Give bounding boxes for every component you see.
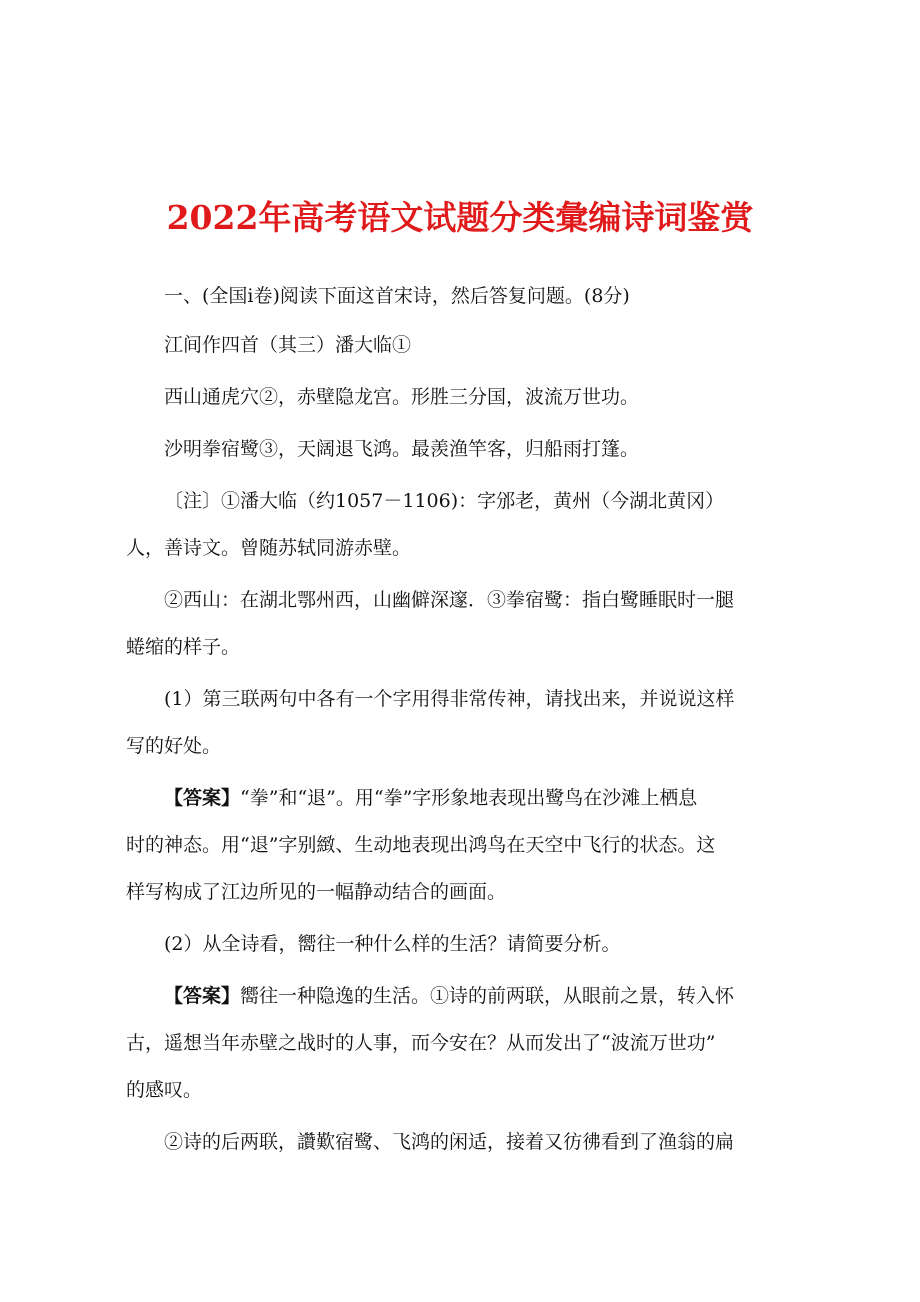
sub-question-1-line-2: 写的好处。 xyxy=(126,735,222,757)
question-1-intro: 一、(全国ⅰ卷)阅读下面这首宋诗，然后答复问题。(8分) xyxy=(164,285,630,307)
answer-label: 【答案】 xyxy=(164,787,241,809)
annotation-line-4: 蜷缩的样子。 xyxy=(126,636,241,658)
answer-1-text: “拳”和“退”。用“拳”字形象地表现出鹭鸟在沙滩上栖息 xyxy=(240,787,698,809)
answer-2-line-4: ②诗的后两联，讚歎宿鹭、飞鸿的闲适，接着又彷彿看到了渔翁的扁 xyxy=(164,1131,735,1153)
answer-2-text: 嚮往一种隐逸的生活。①诗的前两联，从眼前之景，转入怀 xyxy=(240,985,735,1007)
document-title: 2022年高考语文试题分类彙编诗词鉴赏 xyxy=(166,198,754,237)
annotation-line-2: 人，善诗文。曾随苏轼同游赤壁。 xyxy=(126,537,412,559)
sub-question-2: (2）从全诗看，嚮往一种什么样的生活？请简要分析。 xyxy=(164,933,621,955)
annotation-line-1: 〔注〕①潘大临（约1057－1106)：字邠老，黄州（今湖北黄冈） xyxy=(164,490,725,512)
answer-1-line-1 xyxy=(126,786,806,811)
poem-line-1: 西山通虎穴②，赤壁隐龙宫。形胜三分国，波流万世功。 xyxy=(164,386,640,408)
answer-2-line-3: 的感叹。 xyxy=(126,1079,203,1101)
poem-title: 江间作四首（其三）潘大临① xyxy=(164,334,412,356)
poem-line-2: 沙明拳宿鹭③，天阔退飞鸿。最羡渔竿客，归船雨打篷。 xyxy=(164,438,640,460)
answer-label: 【答案】 xyxy=(164,985,241,1007)
annotation-line-3: ②西山：在湖北鄂州西，山幽僻深邃．③拳宿鹭：指白鹭睡眠时一腿 xyxy=(164,589,735,611)
answer-2-line-2: 古，遥想当年赤壁之战时的人事，而今安在？从而发出了“波流万世功” xyxy=(126,1032,716,1054)
answer-1-line-3: 样写构成了江边所见的一幅静动结合的画面。 xyxy=(126,881,507,903)
sub-question-1-line-1: (1）第三联两句中各有一个字用得非常传神，请找出来，并说说这样 xyxy=(164,688,735,710)
document-body xyxy=(126,284,806,1155)
answer-1-line-2: 时的神态。用“退”字别緻、生动地表现出鸿鸟在天空中飞行的状态。这 xyxy=(126,834,716,856)
answer-2-line-1 xyxy=(126,984,806,1009)
